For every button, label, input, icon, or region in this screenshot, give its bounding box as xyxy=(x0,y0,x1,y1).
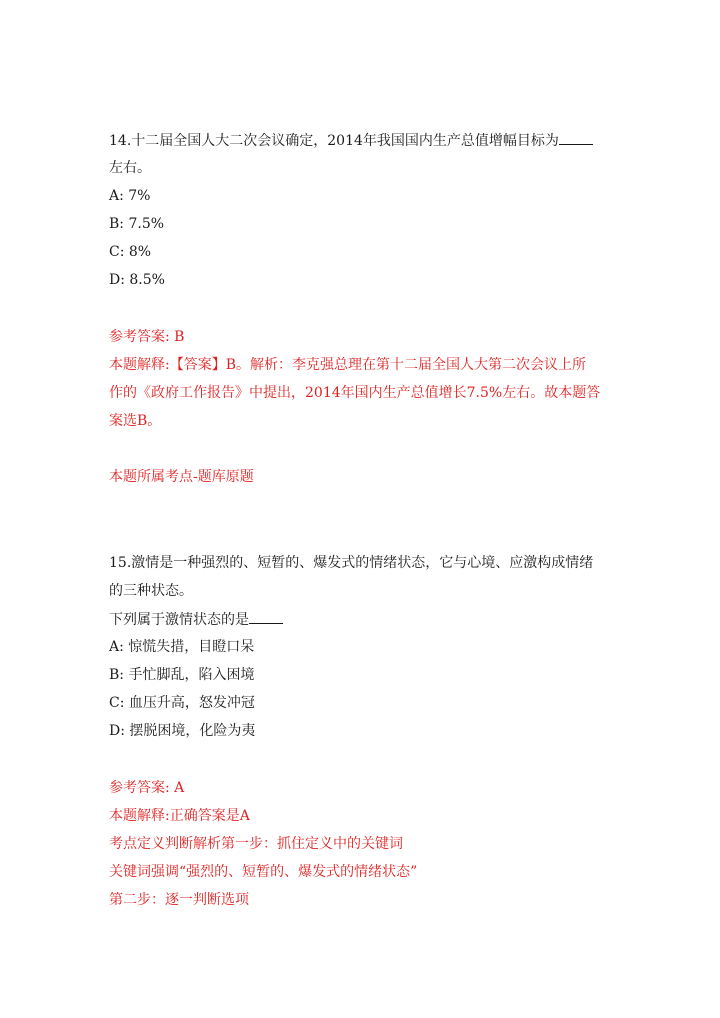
q15-stem-line3 xyxy=(109,609,283,629)
q14-explanation-line2: 作的《政府工作报告》中提出，2014年国内生产总值增长7.5%左右。故本题答 xyxy=(109,385,601,401)
q15-explanation-line3: 关键词强调“强烈的、短暂的、爆发式的情绪状态” xyxy=(109,864,418,880)
q14-option-b: B: 7.5% xyxy=(109,216,165,232)
q14-option-a: A: 7% xyxy=(109,188,151,204)
q15-answer-blank xyxy=(249,609,283,624)
q15-stem-line2: 的三种状态。 xyxy=(109,583,193,599)
q14-stem-line1 xyxy=(109,130,593,150)
q14-stem-text: 14.十二届全国人大二次会议确定，2014年我国国内生产总值增幅目标为 xyxy=(109,133,559,149)
q14-option-d: D: 8.5% xyxy=(109,272,165,288)
q15-option-a: A: 惊慌失措，目瞪口呆 xyxy=(109,639,255,655)
q15-option-d: D: 摆脱困境，化险为夷 xyxy=(109,723,256,739)
q15-stem-text: 下列属于激情状态的是 xyxy=(109,612,249,628)
q15-explanation-line1: 本题解释:正确答案是A xyxy=(109,808,250,824)
q15-option-c: C: 血压升高，怒发冲冠 xyxy=(109,695,255,711)
q15-stem-line1: 15.激情是一种强烈的、短暂的、爆发式的情绪状态，它与心境、应激构成情绪 xyxy=(109,555,594,571)
q15-explanation-line2: 考点定义判断解析第一步：抓住定义中的关键词 xyxy=(109,836,403,852)
q14-answer-blank xyxy=(559,130,593,145)
q14-explanation-line1: 本题解释:【答案】B。解析：李克强总理在第十二届全国人大第二次会议上所 xyxy=(109,357,587,373)
q14-stem-line2: 左右。 xyxy=(109,160,151,176)
q14-topic: 本题所属考点-题库原题 xyxy=(109,469,254,485)
q15-option-b: B: 手忙脚乱，陷入困境 xyxy=(109,667,255,683)
q15-explanation-line4: 第二步：逐一判断选项 xyxy=(109,892,249,908)
q14-option-c: C: 8% xyxy=(109,244,152,260)
q14-answer: 参考答案: B xyxy=(109,329,185,345)
q15-answer: 参考答案: A xyxy=(109,780,185,796)
q14-explanation-line3: 案选B。 xyxy=(109,413,162,429)
